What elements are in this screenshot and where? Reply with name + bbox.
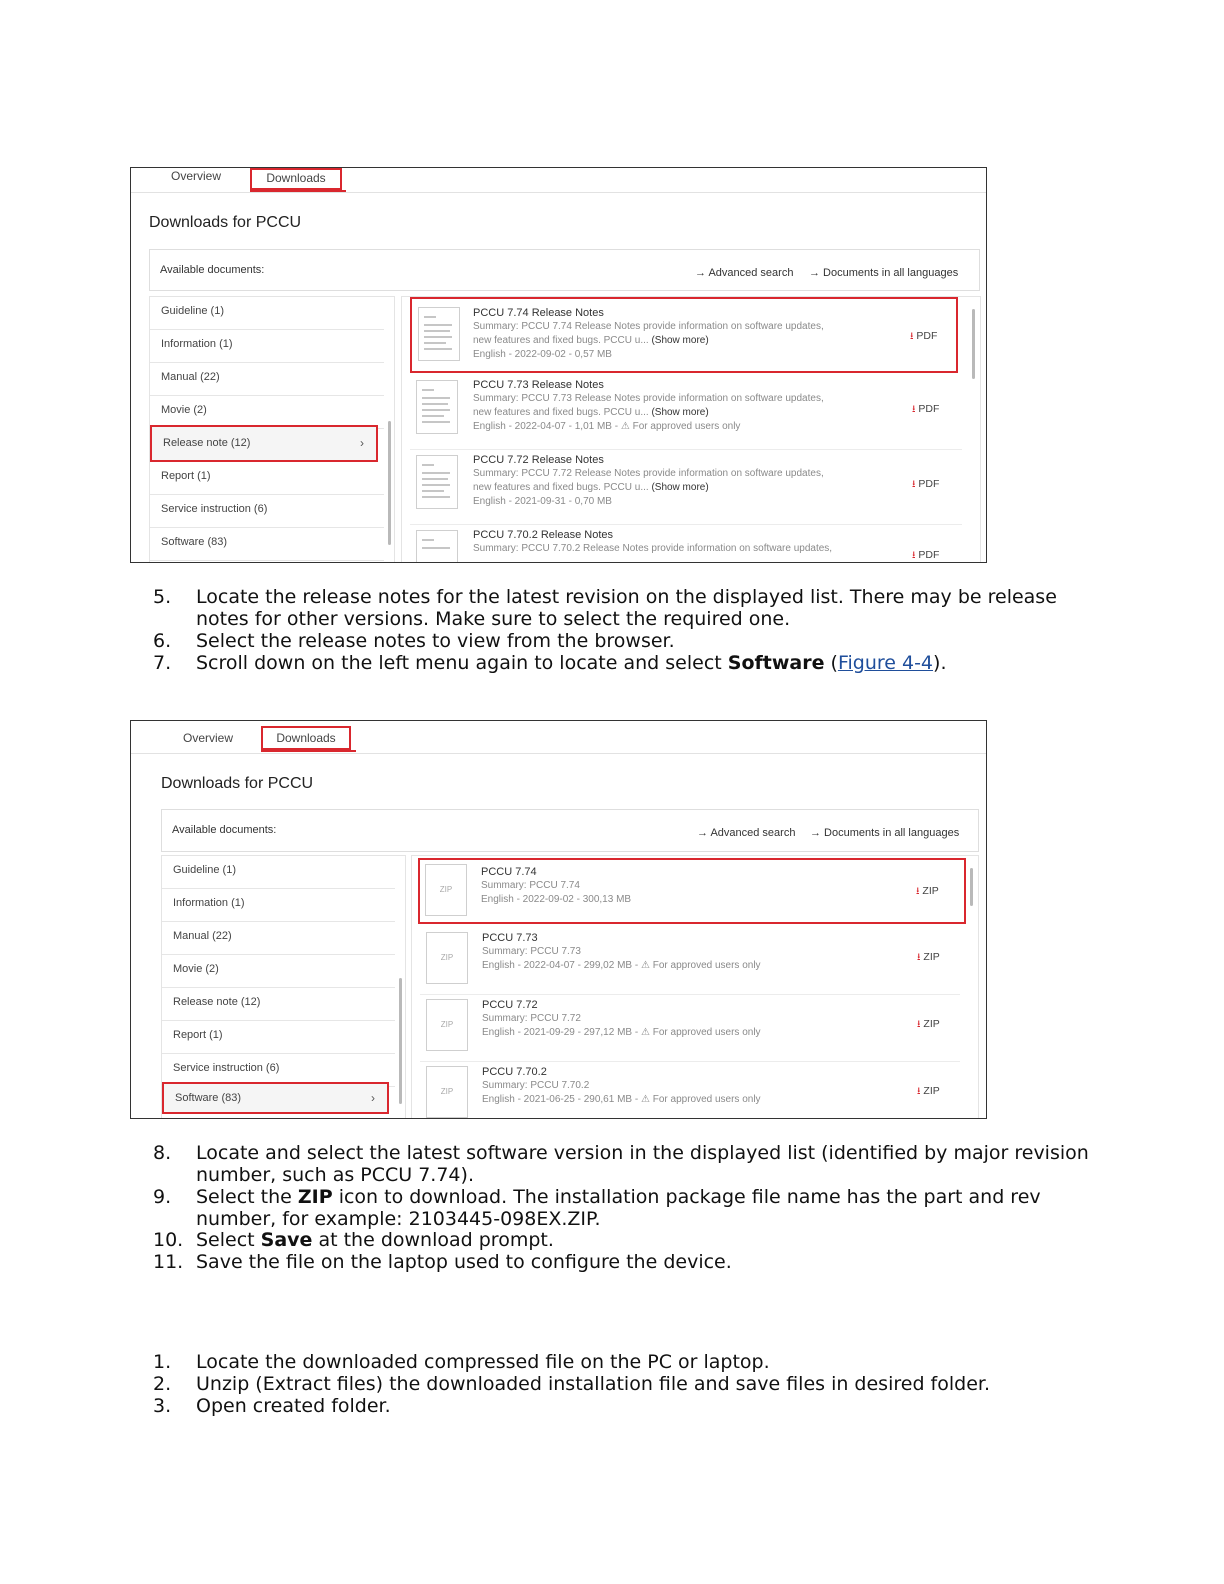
download-arrow-icon: ⭳ xyxy=(917,952,921,963)
document-meta: English - 2021-09-29 - 297,12 MB - ⚠ For approved users only xyxy=(482,1027,761,1038)
document-thumbnail xyxy=(416,530,458,563)
document-summary: Summary: PCCU 7.70.2 xyxy=(482,1080,590,1091)
pdf-download-button[interactable]: ⭳ PDF xyxy=(910,330,938,342)
tab-overview[interactable]: Overview xyxy=(182,731,233,745)
document-thumbnail xyxy=(418,307,460,361)
document-title[interactable]: PCCU 7.72 xyxy=(482,999,538,1011)
document-meta: English - 2022-04-07 - 1,01 MB - ⚠ For approved users only xyxy=(473,421,741,432)
document-title[interactable]: PCCU 7.73 xyxy=(482,932,538,944)
step-number: 3. xyxy=(153,1395,172,1417)
chevron-right-icon: › xyxy=(360,436,364,450)
document-summary-cont: new features and fixed bugs. PCCU u... (Show more) xyxy=(473,407,709,418)
step-number: 8. xyxy=(153,1142,172,1164)
document-scrollbar[interactable] xyxy=(972,309,975,379)
download-arrow-icon: ⭳ xyxy=(912,550,916,561)
category-item[interactable]: Information (1) xyxy=(162,889,395,922)
approved-users-warning: ⚠ For approved users only xyxy=(640,1094,761,1105)
show-more-link[interactable]: (Show more) xyxy=(651,407,709,418)
download-arrow-icon: ⭳ xyxy=(910,331,914,342)
step-text: Select the release notes to view from the browser. xyxy=(196,630,675,652)
document-title[interactable]: PCCU 7.74 xyxy=(481,866,537,878)
category-item[interactable]: Movie (2) xyxy=(162,955,395,988)
category-item[interactable]: Report (1) xyxy=(150,462,384,495)
step-number: 10. xyxy=(153,1229,184,1251)
category-item[interactable]: Software (83) xyxy=(150,528,384,561)
software-screenshot xyxy=(130,720,987,1119)
step-number: 1. xyxy=(153,1351,172,1373)
zip-download-button[interactable]: ⭳ ZIP xyxy=(917,951,940,963)
available-documents-label: Available documents: xyxy=(172,824,277,836)
document-summary-cont: new features and fixed bugs. PCCU u... (Show more) xyxy=(473,335,709,346)
figure-link[interactable]: Figure 4-4 xyxy=(837,652,934,674)
download-arrow-icon: ⭳ xyxy=(912,404,916,415)
category-item[interactable]: Service instruction (6) xyxy=(162,1054,395,1087)
document-summary: Summary: PCCU 7.74 xyxy=(481,880,580,891)
document-row[interactable] xyxy=(420,995,960,1062)
step-text: Scroll down on the left menu again to locate and select Software (Figure 4-4). xyxy=(196,652,947,674)
document-thumbnail xyxy=(416,455,458,509)
step-text: Unzip (Extract files) the downloaded installation file and save files in desired folder. xyxy=(196,1373,990,1395)
pdf-download-button[interactable]: ⭳ PDF xyxy=(912,549,940,561)
download-arrow-icon: ⭳ xyxy=(917,1086,921,1097)
step-text: Save the file on the laptop used to configure the device. xyxy=(196,1251,732,1273)
category-scrollbar[interactable] xyxy=(388,421,391,545)
document-scrollbar[interactable] xyxy=(970,868,973,906)
all-languages-link[interactable]: → Documents in all languages xyxy=(809,267,959,279)
step-number: 2. xyxy=(153,1373,172,1395)
category-item[interactable]: Movie (2) xyxy=(150,396,384,429)
category-scrollbar[interactable] xyxy=(399,978,402,1104)
tab-bar xyxy=(131,168,986,193)
document-summary: Summary: PCCU 7.72 xyxy=(482,1013,581,1024)
step-number: 9. xyxy=(153,1186,172,1208)
document-row[interactable] xyxy=(410,449,962,525)
document-title[interactable]: PCCU 7.73 Release Notes xyxy=(473,379,604,391)
category-item[interactable]: Service instruction (6) xyxy=(150,495,384,528)
category-item[interactable]: Report (1) xyxy=(162,1021,395,1054)
tab-active-underline xyxy=(261,750,356,752)
zip-download-button[interactable]: ⭳ ZIP xyxy=(916,885,939,897)
zip-download-button[interactable]: ⭳ ZIP xyxy=(917,1018,940,1030)
zip-file-icon: ZIP xyxy=(426,1066,468,1118)
approved-users-warning: ⚠ For approved users only xyxy=(640,1027,761,1038)
category-list xyxy=(149,296,395,563)
document-row-highlighted[interactable] xyxy=(410,297,958,373)
category-item[interactable]: Manual (22) xyxy=(150,363,384,396)
category-item[interactable]: Manual (22) xyxy=(162,922,395,955)
document-meta: English - 2022-09-02 - 300,13 MB xyxy=(481,894,632,905)
approved-users-warning: ⚠ For approved users only xyxy=(640,960,761,971)
category-item-release-note[interactable] xyxy=(150,425,378,462)
tab-active-underline xyxy=(250,190,346,192)
advanced-search-link[interactable]: → Advanced search xyxy=(697,827,796,839)
document-meta: English - 2021-09-31 - 0,70 MB xyxy=(473,496,612,507)
document-list xyxy=(401,296,981,563)
zip-file-icon: ZIP xyxy=(426,932,468,984)
show-more-link[interactable]: (Show more) xyxy=(651,482,709,493)
available-documents-bar xyxy=(149,249,980,291)
category-item[interactable]: Guideline (1) xyxy=(162,856,395,889)
document-title[interactable]: PCCU 7.74 Release Notes xyxy=(473,307,604,319)
document-row[interactable] xyxy=(420,1062,960,1119)
document-title[interactable]: PCCU 7.70.2 xyxy=(482,1066,547,1078)
download-arrow-icon: ⭳ xyxy=(916,886,920,897)
step-text: Locate and select the latest software version in the displayed list (identified by major revision number, such as PCCU 7.74). xyxy=(196,1142,1089,1186)
step-number: 11. xyxy=(153,1251,184,1273)
category-item[interactable]: Release note (12) xyxy=(162,988,395,1021)
document-row-highlighted[interactable] xyxy=(418,858,966,924)
approved-users-warning: ⚠ For approved users only xyxy=(620,421,741,432)
show-more-link[interactable]: (Show more) xyxy=(651,335,709,346)
all-languages-link[interactable]: → Documents in all languages xyxy=(810,827,960,839)
document-meta: English - 2022-09-02 - 0,57 MB xyxy=(473,349,612,360)
step-text: Locate the release notes for the latest revision on the displayed list. There may be release notes for other versions. Make sure to select the required one. xyxy=(196,586,1057,630)
category-list xyxy=(161,855,406,1119)
advanced-search-link[interactable]: → Advanced search xyxy=(695,267,794,279)
pdf-download-button[interactable]: ⭳ PDF xyxy=(912,403,940,415)
document-list xyxy=(411,855,979,1119)
tab-bar xyxy=(131,721,986,754)
step-number: 5. xyxy=(153,586,172,608)
step-number: 7. xyxy=(153,652,172,674)
step-item xyxy=(153,1186,1093,1230)
category-label: Release note (12) xyxy=(163,437,251,449)
step-number: 6. xyxy=(153,630,172,652)
download-arrow-icon: ⭳ xyxy=(912,479,916,490)
document-summary: Summary: PCCU 7.74 Release Notes provide information on software updates, xyxy=(473,321,824,332)
step-item xyxy=(153,1142,1093,1186)
step-text: Locate the downloaded compressed file on the PC or laptop. xyxy=(196,1351,770,1373)
document-row[interactable] xyxy=(410,524,962,563)
document-thumbnail xyxy=(416,380,458,434)
document-summary: Summary: PCCU 7.73 xyxy=(482,946,581,957)
release-notes-screenshot xyxy=(130,167,987,563)
category-label: Software (83) xyxy=(175,1092,242,1104)
step-text: Open created folder. xyxy=(196,1395,391,1417)
chevron-right-icon: › xyxy=(371,1091,375,1105)
document-title[interactable]: PCCU 7.72 Release Notes xyxy=(473,454,604,466)
document-row[interactable] xyxy=(410,374,962,450)
document-row[interactable] xyxy=(420,928,960,995)
document-meta: English - 2022-04-07 - 299,02 MB - ⚠ For approved users only xyxy=(482,960,761,971)
download-arrow-icon: ⭳ xyxy=(917,1019,921,1030)
zip-file-icon: ZIP xyxy=(426,999,468,1051)
document-title[interactable]: PCCU 7.70.2 Release Notes xyxy=(473,529,614,541)
category-item-software[interactable] xyxy=(162,1082,389,1114)
zip-download-button[interactable]: ⭳ ZIP xyxy=(917,1085,940,1097)
document-summary: Summary: PCCU 7.73 Release Notes provide information on software updates, xyxy=(473,393,824,404)
document-summary-cont: new features and fixed bugs. PCCU u... (Show more) xyxy=(473,482,709,493)
document-summary: Summary: PCCU 7.70.2 Release Notes provide information on software updates, xyxy=(473,543,833,554)
tab-overview[interactable]: Overview xyxy=(170,169,221,183)
step-text: Select the ZIP icon to download. The installation package file name has the part and rev number, for example: 2103445-098EX.ZIP. xyxy=(196,1186,1041,1230)
page-title: Downloads for PCCU xyxy=(161,775,314,792)
available-documents-label: Available documents: xyxy=(160,264,265,276)
pdf-download-button[interactable]: ⭳ PDF xyxy=(912,478,940,490)
page-title: Downloads for PCCU xyxy=(149,214,302,231)
zip-file-icon: ZIP xyxy=(425,864,467,916)
category-item[interactable]: Guideline (1) xyxy=(150,297,384,330)
category-item[interactable]: Information (1) xyxy=(150,330,384,363)
tab-downloads[interactable]: Downloads xyxy=(250,168,342,190)
document-meta: English - 2021-06-25 - 290,61 MB - ⚠ For approved users only xyxy=(482,1094,761,1105)
step-text: Select Save at the download prompt. xyxy=(196,1229,554,1251)
document-summary: Summary: PCCU 7.72 Release Notes provide information on software updates, xyxy=(473,468,824,479)
tab-downloads[interactable]: Downloads xyxy=(261,726,351,750)
available-documents-bar xyxy=(161,809,979,852)
step-item xyxy=(153,586,1093,630)
